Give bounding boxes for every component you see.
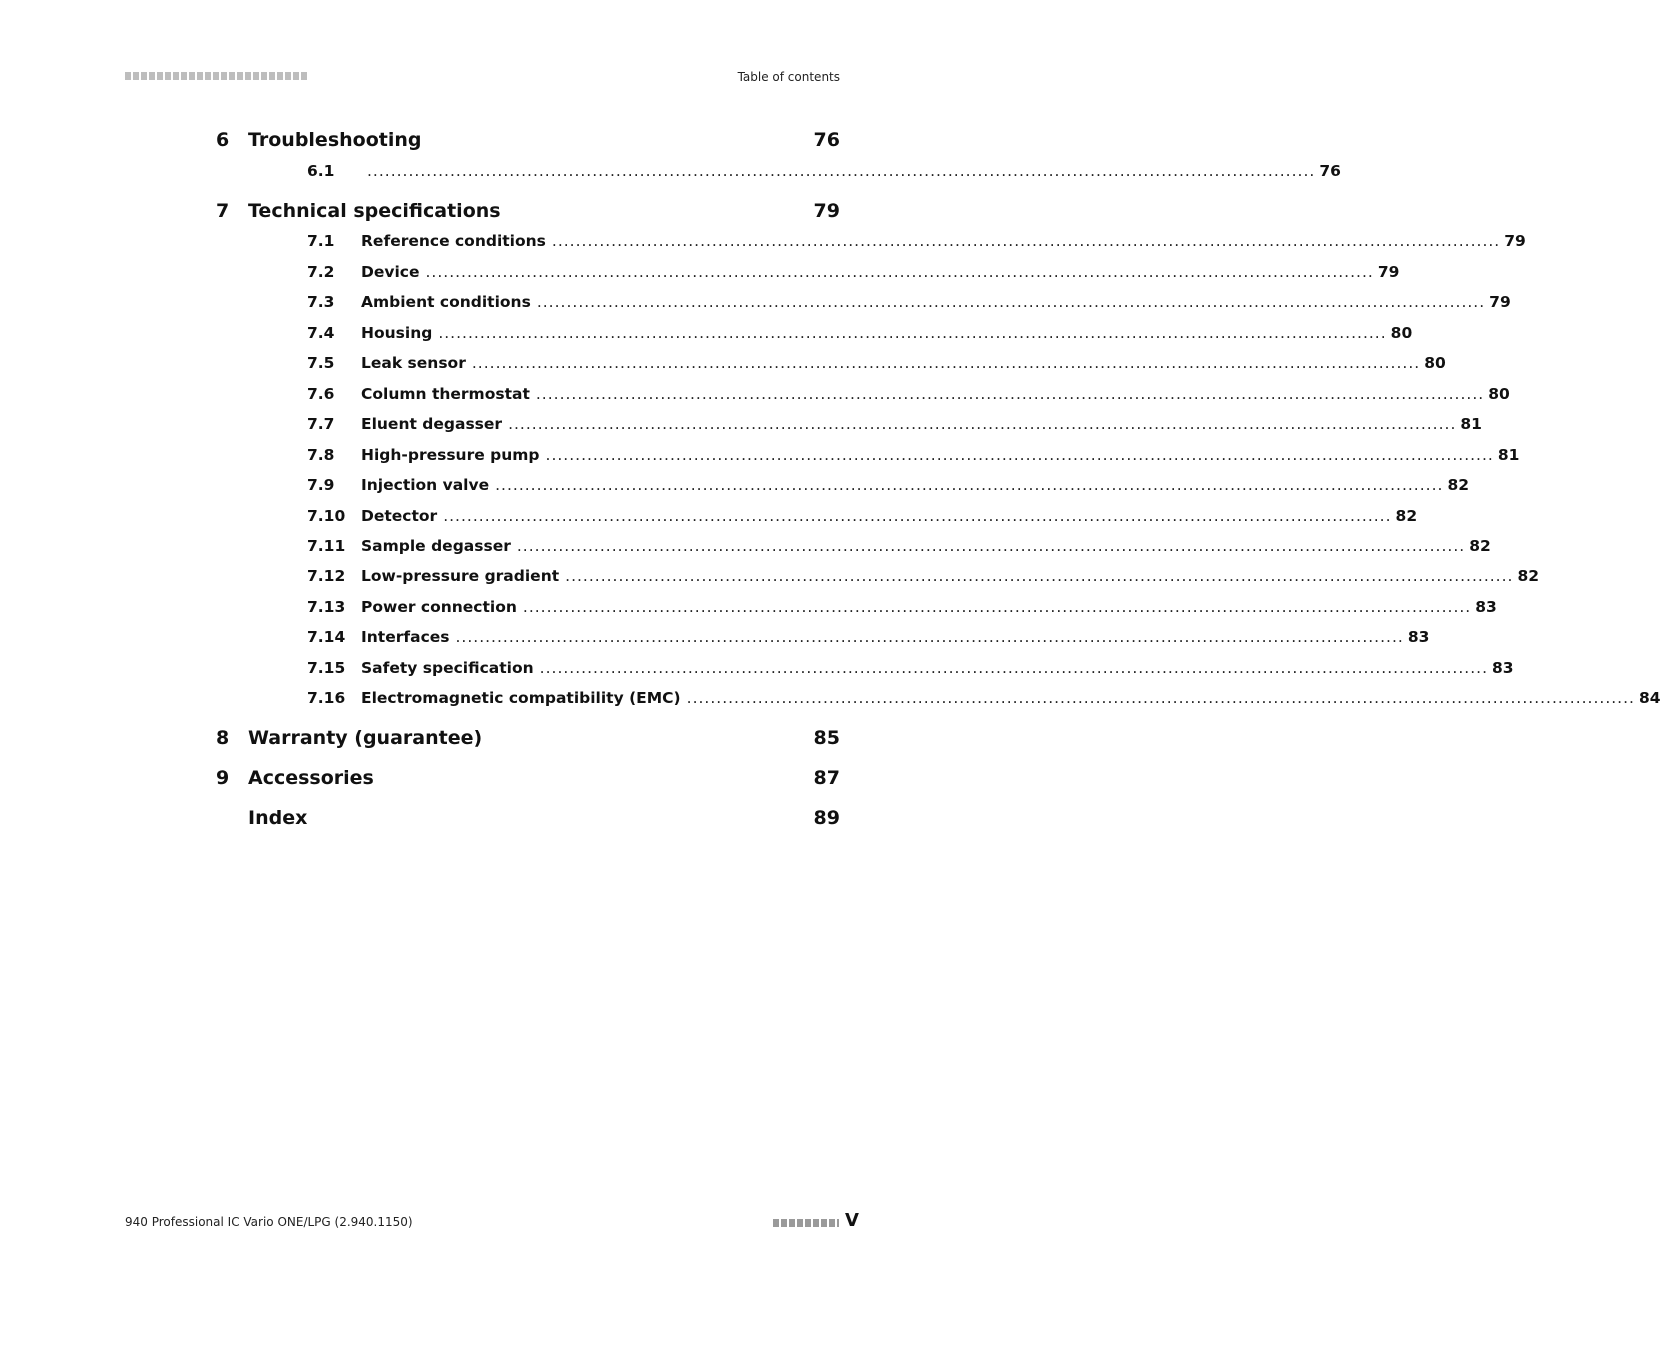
section-number: 7.1 <box>307 232 335 250</box>
section-title: Interfaces <box>361 628 450 646</box>
toc-chapter[interactable] <box>0 767 954 793</box>
section-title: Reference conditions <box>361 232 546 250</box>
toc-section[interactable] <box>0 415 1482 437</box>
section-page: 80 <box>1424 354 1446 372</box>
section-number: 7.13 <box>307 598 346 616</box>
chapter-number: 6 <box>216 129 230 151</box>
dot-leader: ................................................................................................................................................................ <box>495 476 1444 494</box>
section-number: 7.8 <box>307 446 335 464</box>
section-page: 76 <box>1319 162 1341 180</box>
toc-section[interactable] <box>0 507 1418 529</box>
footer-decoration <box>773 1219 839 1227</box>
section-page: 79 <box>1489 293 1511 311</box>
footer-product: 940 Professional IC Vario ONE/LPG (2.940.1150) <box>125 1215 413 1229</box>
section-title: Housing <box>361 324 433 342</box>
section-page: 82 <box>1469 537 1491 555</box>
dot-leader: ................................................................................................................................................................ <box>425 263 1374 281</box>
toc-section[interactable] <box>0 263 1400 285</box>
toc-section[interactable] <box>0 628 1430 650</box>
section-title: Column thermostat <box>361 385 530 403</box>
section-page: 82 <box>1395 507 1418 525</box>
dot-leader: ................................................................................................................................................................ <box>522 598 1472 616</box>
section-number: 7.14 <box>307 628 346 646</box>
section-number: 7.2 <box>307 263 335 281</box>
dot-leader: ................................................................................................................................................................ <box>545 446 1494 464</box>
chapter-page: 87 <box>813 767 840 789</box>
section-number: 7.5 <box>307 354 335 372</box>
section-number: 7.16 <box>307 689 346 707</box>
dot-leader: ................................................................................................................................................................ <box>516 537 1466 555</box>
chapter-title: Accessories <box>248 767 374 789</box>
section-page: 80 <box>1488 385 1510 403</box>
toc-section[interactable] <box>0 598 1497 620</box>
section-page: 82 <box>1447 476 1470 494</box>
section-number: 7.9 <box>307 476 335 494</box>
section-title: Low-pressure gradient <box>361 567 560 585</box>
dot-leader: ................................................................................................................................................................ <box>443 507 1392 525</box>
section-title: Leak sensor <box>361 354 466 372</box>
section-number: 7.7 <box>307 415 335 433</box>
toc-section[interactable] <box>0 659 1514 681</box>
section-title: Sample degasser <box>361 537 511 555</box>
chapter-page: 79 <box>813 200 840 222</box>
toc-section[interactable] <box>0 385 1510 407</box>
section-number: 7.11 <box>307 537 346 555</box>
section-title: Device <box>361 263 420 281</box>
toc-section[interactable] <box>0 232 1526 254</box>
section-number: 7.15 <box>307 659 346 677</box>
section-page: 83 <box>1492 659 1514 677</box>
dot-leader: ................................................................................................................................................................ <box>539 659 1488 677</box>
dot-leader: ................................................................................................................................................................ <box>551 232 1501 250</box>
section-number: 6.1 <box>307 162 335 180</box>
toc-chapter[interactable] <box>0 129 954 155</box>
section-title: Injection valve <box>361 476 490 494</box>
section-page: 81 <box>1497 446 1520 464</box>
chapter-number: 9 <box>216 767 230 789</box>
section-number: 7.10 <box>307 507 346 525</box>
dot-leader: ................................................................................................................................................................ <box>438 324 1387 342</box>
section-title: High-pressure pump <box>361 446 540 464</box>
chapter-title: Warranty (guarantee) <box>248 727 483 749</box>
chapter-page: 85 <box>813 727 840 749</box>
section-number: 7.6 <box>307 385 335 403</box>
toc-section[interactable] <box>0 537 1491 559</box>
section-page: 82 <box>1517 567 1540 585</box>
footer-page-number: V <box>845 1210 859 1231</box>
section-page: 81 <box>1460 415 1482 433</box>
section-page: 83 <box>1475 598 1497 616</box>
dot-leader: ................................................................................................................................................................ <box>535 385 1485 403</box>
dot-leader: ................................................................................................................................................................ <box>471 354 1421 372</box>
running-header: Table of contents <box>737 70 840 84</box>
section-number: 7.4 <box>307 324 335 342</box>
section-title: Eluent degasser <box>361 415 503 433</box>
section-page: 79 <box>1377 263 1400 281</box>
toc-section[interactable] <box>0 293 1511 315</box>
dot-leader: ................................................................................................................................................................ <box>367 162 1316 180</box>
toc-chapter[interactable] <box>0 727 954 753</box>
header-decoration <box>125 72 307 80</box>
dot-leader: ................................................................................................................................................................ <box>455 628 1404 646</box>
section-number: 7.12 <box>307 567 346 585</box>
section-title: Electromagnetic compatibility (EMC) <box>361 689 681 707</box>
dot-leader: ................................................................................................................................................................ <box>686 689 1635 707</box>
toc-chapter[interactable] <box>0 200 954 226</box>
chapter-number: 7 <box>216 200 230 222</box>
toc-section[interactable] <box>0 162 1341 184</box>
section-page: 79 <box>1504 232 1526 250</box>
section-page: 84 <box>1638 689 1661 707</box>
dot-leader: ................................................................................................................................................................ <box>565 567 1514 585</box>
section-number: 7.3 <box>307 293 335 311</box>
chapter-title: Index <box>248 807 308 829</box>
section-page: 80 <box>1390 324 1413 342</box>
toc-section[interactable] <box>0 567 1540 589</box>
section-title: Power connection <box>361 598 517 616</box>
toc-section[interactable] <box>0 689 1661 711</box>
chapter-title: Technical specifications <box>248 200 501 222</box>
section-page: 83 <box>1407 628 1430 646</box>
dot-leader: ................................................................................................................................................................ <box>536 293 1486 311</box>
section-title: Ambient conditions <box>361 293 531 311</box>
toc-section[interactable] <box>0 324 1413 346</box>
chapter-page: 76 <box>813 129 840 151</box>
dot-leader: ................................................................................................................................................................ <box>508 415 1457 433</box>
chapter-number: 8 <box>216 727 230 749</box>
toc-section[interactable] <box>0 354 1446 376</box>
chapter-title: Troubleshooting <box>248 129 422 151</box>
toc-chapter-index[interactable] <box>0 807 954 833</box>
section-title: Detector <box>361 507 438 525</box>
toc-section[interactable] <box>0 476 1470 498</box>
section-title: Safety specification <box>361 659 534 677</box>
toc-section[interactable] <box>0 446 1520 468</box>
chapter-page: 89 <box>813 807 840 829</box>
